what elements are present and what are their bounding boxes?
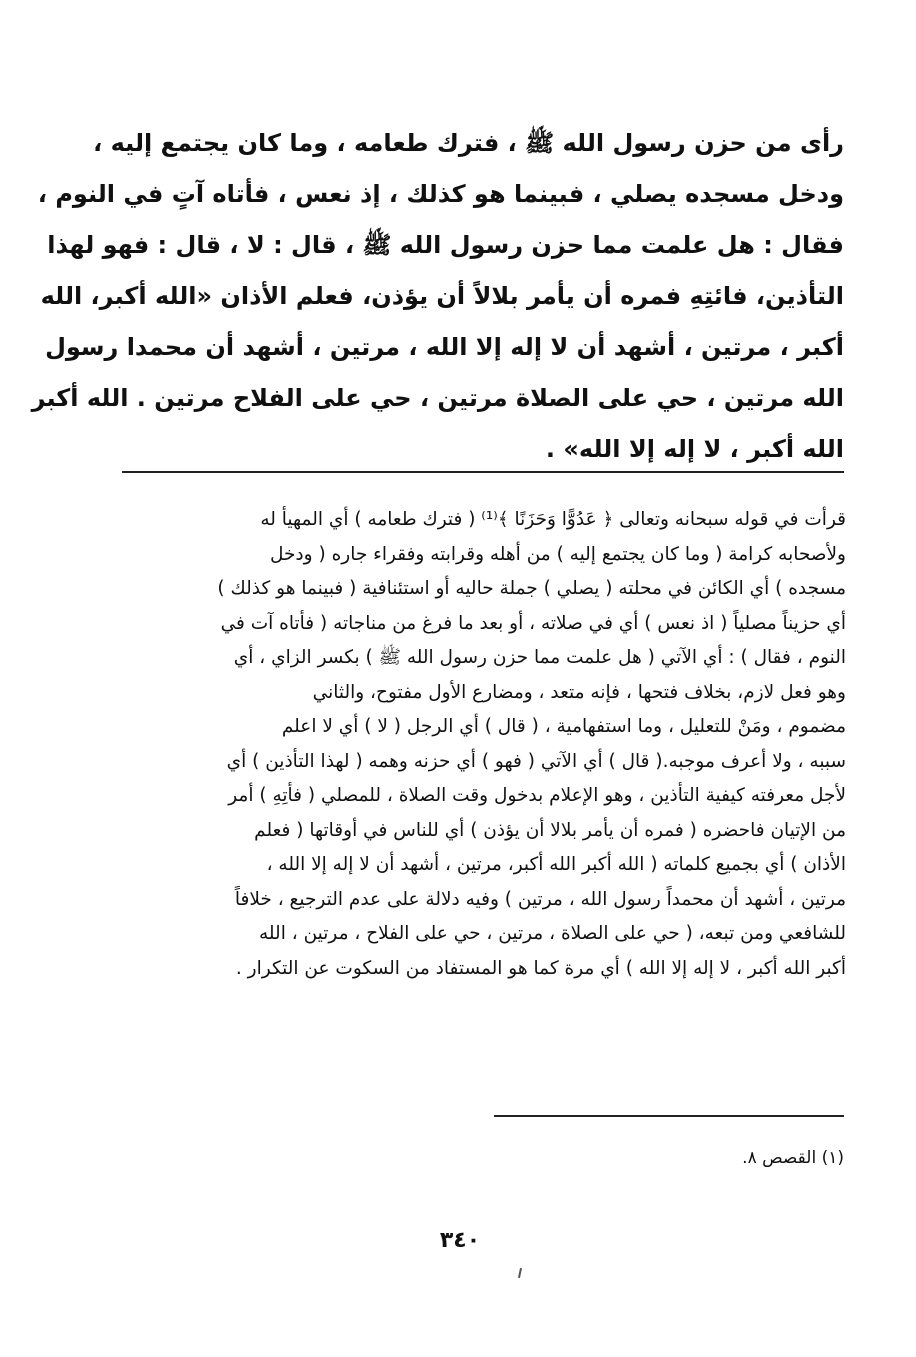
commentary-line: للشافعي ومن تبعه، ( حي على الصلاة ، مرتين ، حي على الفلاح ، مرتين ، الله bbox=[259, 923, 846, 944]
commentary-line: مرتين ، أشهد أن محمداً رسول الله ، مرتين ) وفيه دلالة على عدم الترجيع ، خلافاً bbox=[234, 888, 846, 910]
commentary-line: أي حزيناً مصلياً ( اذ نعس ) أي في صلاته ، أو بعد ما فرغ من مناجاته ( فأتاه آت في bbox=[220, 612, 846, 634]
commentary-block bbox=[120, 503, 846, 986]
scan-speck bbox=[518, 1268, 522, 1278]
commentary-line: سببه ، ولا أعرف موجبه.( قال ) أي الآتي ( فهو ) أي حزنه وهمه ( لهذا التأذين ) أي bbox=[226, 750, 846, 772]
commentary-line: ولأصحابه كرامة ( وما كان يجتمع إليه ) من أهله وقرابته وفقراء جاره ( ودخل bbox=[269, 543, 846, 565]
commentary-line: لأجل معرفته كيفية التأذين ، وهو الإعلام بدخول وقت الصلاة ، للمصلي ( فأتِهِ ) أمر bbox=[228, 785, 846, 806]
main-text-line: الله أكبر ، لا إله إلا الله» . bbox=[545, 435, 844, 463]
main-text-block bbox=[31, 118, 844, 475]
main-text-line: ودخل مسجده يصلي ، فبينما هو كذلك ، إذ نعس ، فأتاه آتٍ في النوم ، bbox=[37, 180, 844, 208]
commentary-line: مسجده ) أي الكائن في محلته ( يصلي ) جملة حاليه أو استئنافية ( فبينما هو كذلك ) bbox=[217, 578, 846, 599]
main-text-line: أكبر ، مرتين ، أشهد أن لا إله إلا الله ، مرتين ، أشهد أن محمدا رسول bbox=[45, 333, 844, 361]
commentary-line: وهو فعل لازم، بخلاف فتحها ، فإنه متعد ، ومضارع الأول مفتوح، والثاني bbox=[312, 681, 846, 703]
commentary-line: أكبر الله أكبر ، لا إله إلا الله ) أي مرة كما هو المستفاد من السكوت عن التكرار . bbox=[235, 957, 846, 979]
main-text-line: التأذين، فائتِهِ فمره أن يأمر بلالاً أن يؤذن، فعلم الأذان «الله أكبر، الله bbox=[40, 282, 844, 310]
page-number: ٣٤٠ bbox=[439, 1228, 481, 1253]
footnote: (١) القصص ٨. bbox=[742, 1148, 844, 1168]
commentary-line: مضموم ، ومَنْ للتعليل ، وما استفهامية ، ( قال ) أي الرجل ( لا ) أي لا اعلم bbox=[281, 716, 846, 737]
section-divider bbox=[122, 471, 844, 473]
commentary-line: النوم ، فقال ) : أي الآتي ( هل علمت مما حزن رسول الله ﷺ ) بكسر الزاي ، أي bbox=[233, 647, 846, 668]
main-text-line: رأى من حزن رسول الله ﷺ ، فترك طعامه ، وما كان يجتمع إليه ، bbox=[93, 129, 844, 157]
commentary-line: قرأت في قوله سبحانه وتعالى ﴿ عَدُوًّا وَحَزَنًا ﴾⁽¹⁾ ( فترك طعامه ) أي المهيأ له bbox=[260, 509, 846, 530]
commentary-line: الأذان ) أي بجميع كلماته ( الله أكبر الله أكبر، مرتين ، أشهد أن لا إله إلا الله ، bbox=[266, 854, 846, 875]
footnote-divider bbox=[494, 1115, 844, 1117]
main-text-line: فقال : هل علمت مما حزن رسول الله ﷺ ، قال : لا ، قال : فهو لهذا bbox=[47, 231, 844, 259]
main-text-line: الله مرتين ، حي على الصلاة مرتين ، حي على الفلاح مرتين . الله أكبر bbox=[31, 384, 844, 412]
commentary-line: من الإتيان فاحضره ( فمره أن يأمر بلالا أن يؤذن ) أي للناس في أوقاتها ( فعلم bbox=[254, 819, 846, 841]
